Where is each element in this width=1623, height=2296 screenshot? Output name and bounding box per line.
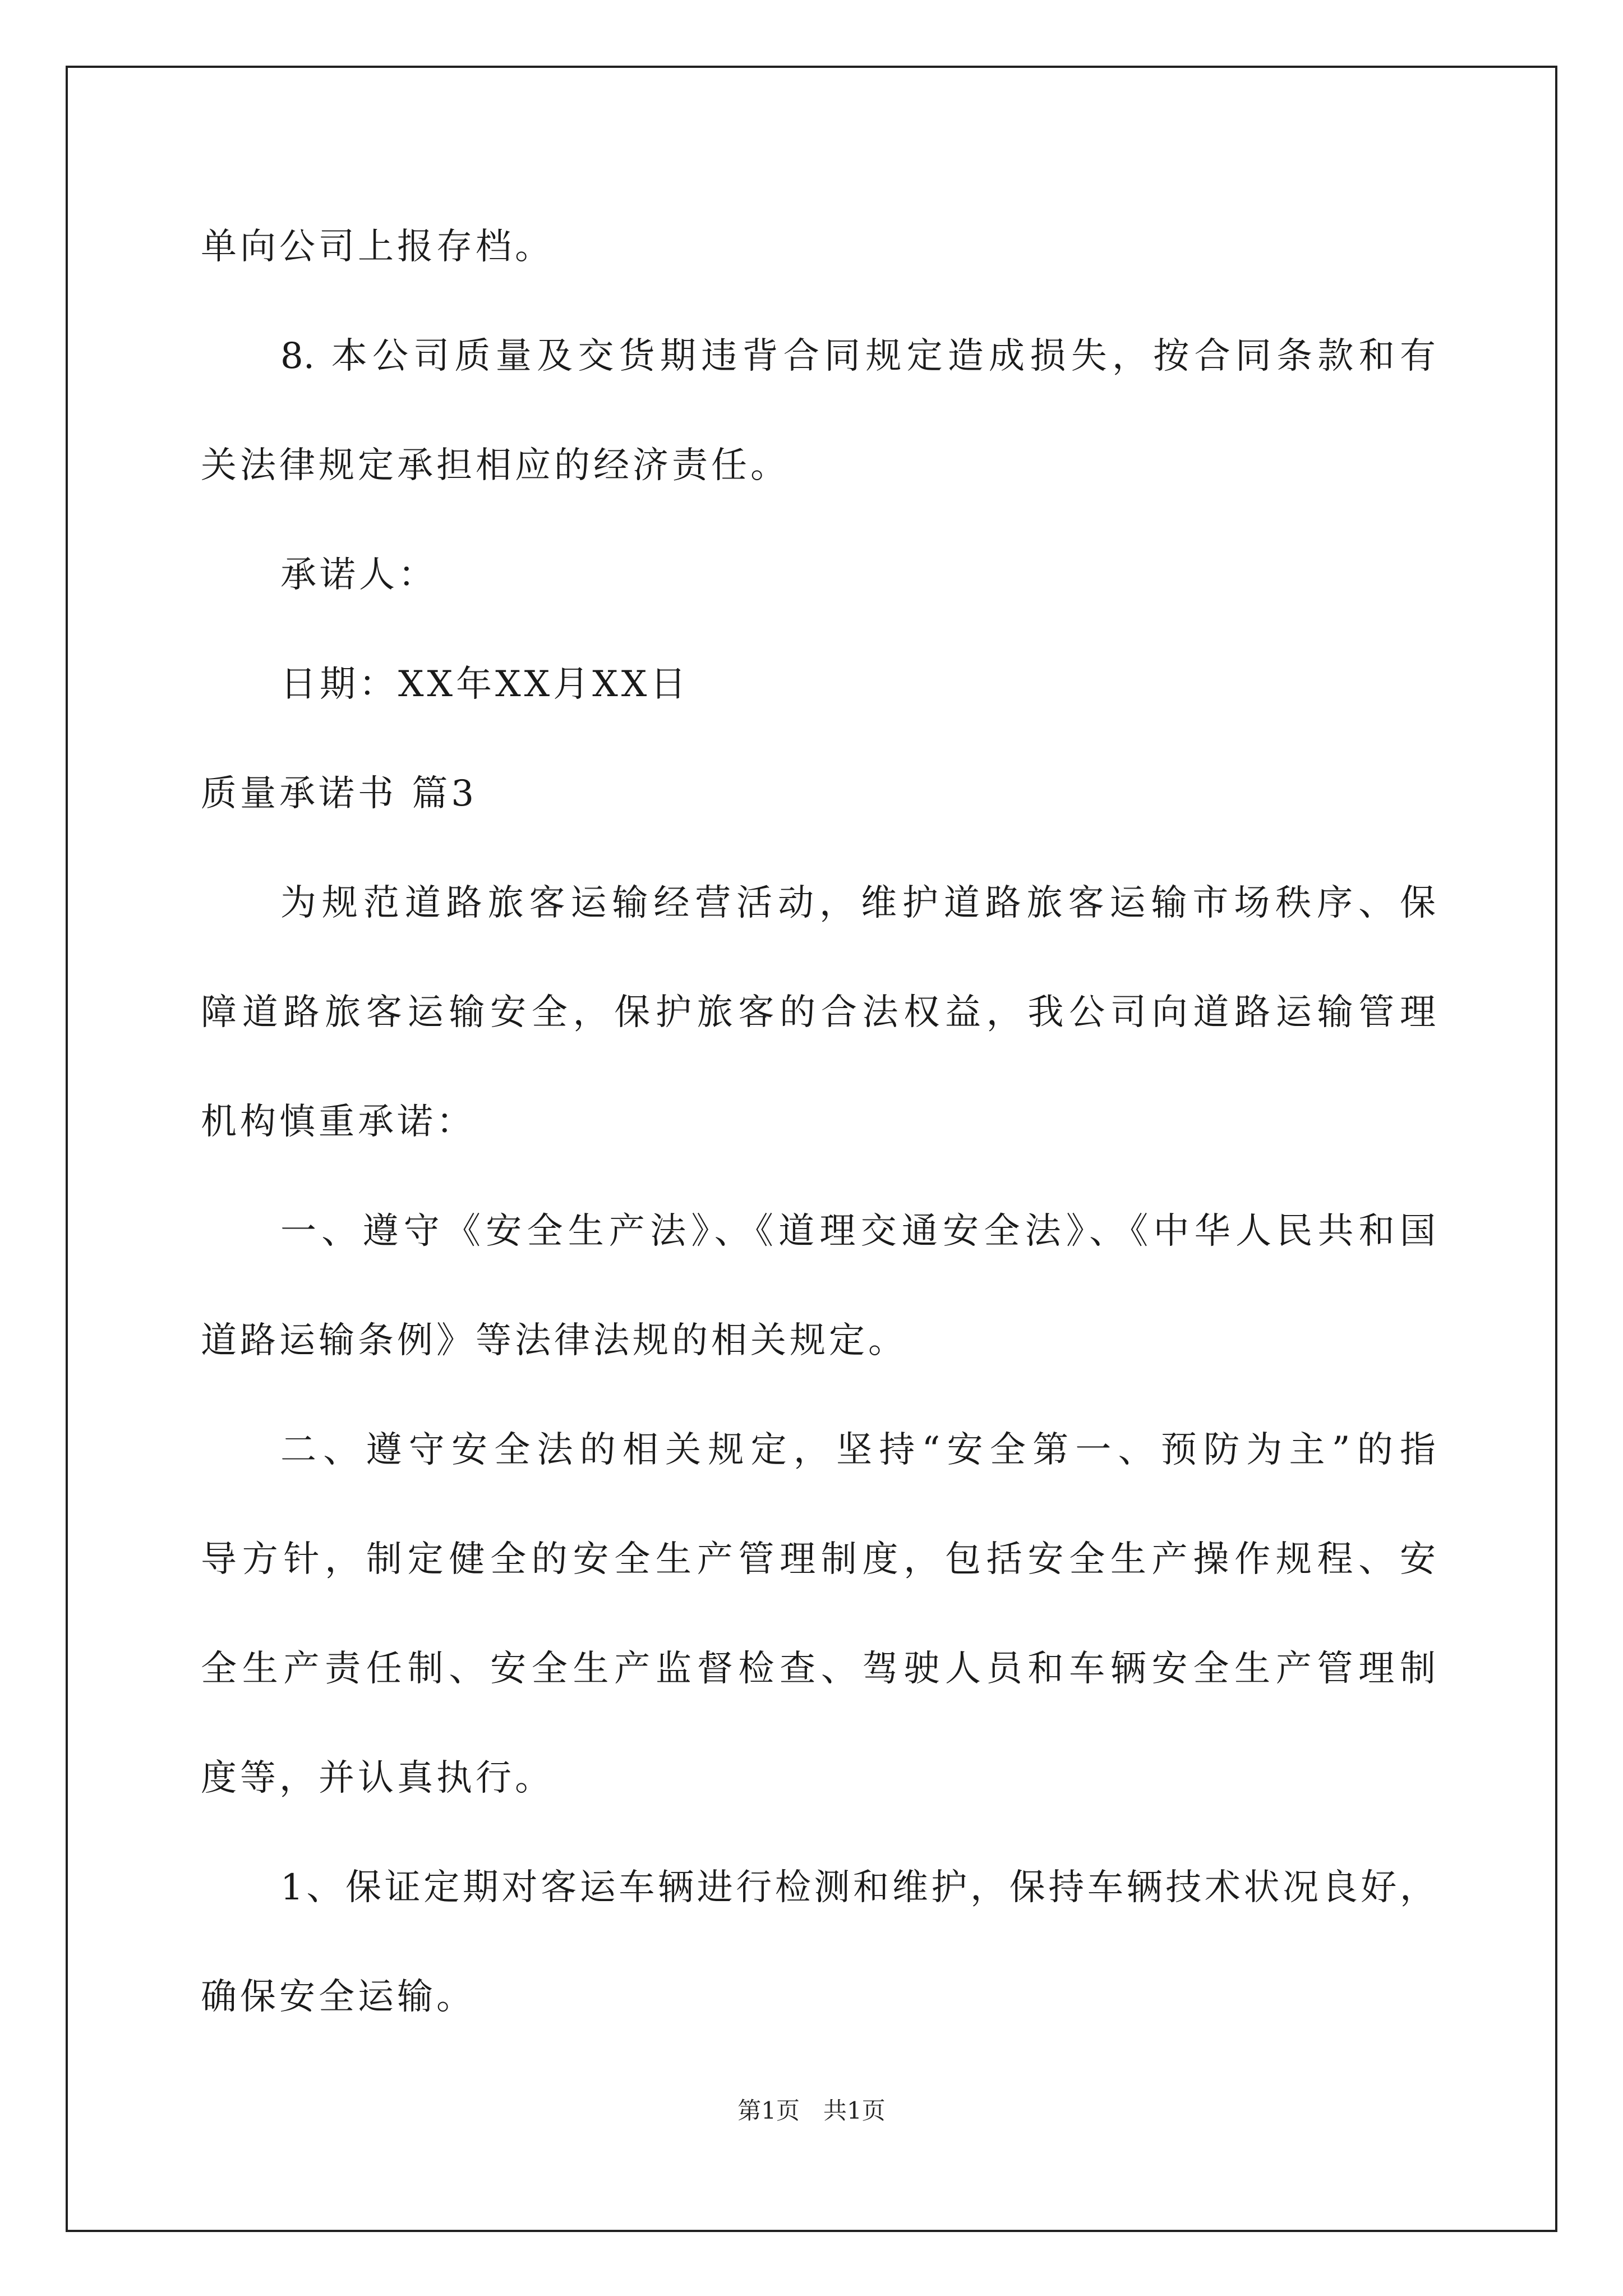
text-line: 机构慎重承诺： (201, 1101, 476, 1143)
text-line: 道路运输条例》等法律法规的相关规定。 (201, 1320, 907, 1361)
text-line: 关法律规定承担相应的经济责任。 (201, 445, 790, 486)
text-line: 二、遵守安全法的相关规定，坚持“安全第一、预防为主”的指 (280, 1429, 1436, 1471)
text-line: 确保安全运输。 (201, 1976, 476, 2018)
page-number-footer: 第1页 共1页 (737, 2097, 886, 2124)
text-line: 为规范道路旅客运输经营活动，维护道路旅客运输市场秩序、保 (280, 882, 1436, 924)
section-heading: 质量承诺书 篇3 (201, 773, 478, 815)
text-line: 度等，并认真执行。 (201, 1757, 554, 1799)
date-line: 日期：XX年XX月XX日 (280, 664, 690, 705)
text-line: 1、保证定期对客运车辆进行检测和维护，保持车辆技术状况良好， (280, 1867, 1436, 1908)
text-line: 一、遵守《安全生产法》、《道理交通安全法》、《中华人民共和国 (280, 1211, 1436, 1252)
text-line: 导方针，制定健全的安全生产管理制度，包括安全生产操作规程、安 (201, 1539, 1436, 1580)
text-line: 单向公司上报存档。 (201, 226, 554, 268)
text-line: 障道路旅客运输安全，保护旅客的合法权益，我公司向道路运输管理 (201, 992, 1436, 1033)
text-line: 全生产责任制、安全生产监督检查、驾驶人员和车辆安全生产管理制 (201, 1648, 1436, 1690)
text-line: 8. 本公司质量及交货期违背合同规定造成损失，按合同条款和有 (280, 335, 1436, 377)
signatory-label: 承诺人： (280, 554, 437, 596)
